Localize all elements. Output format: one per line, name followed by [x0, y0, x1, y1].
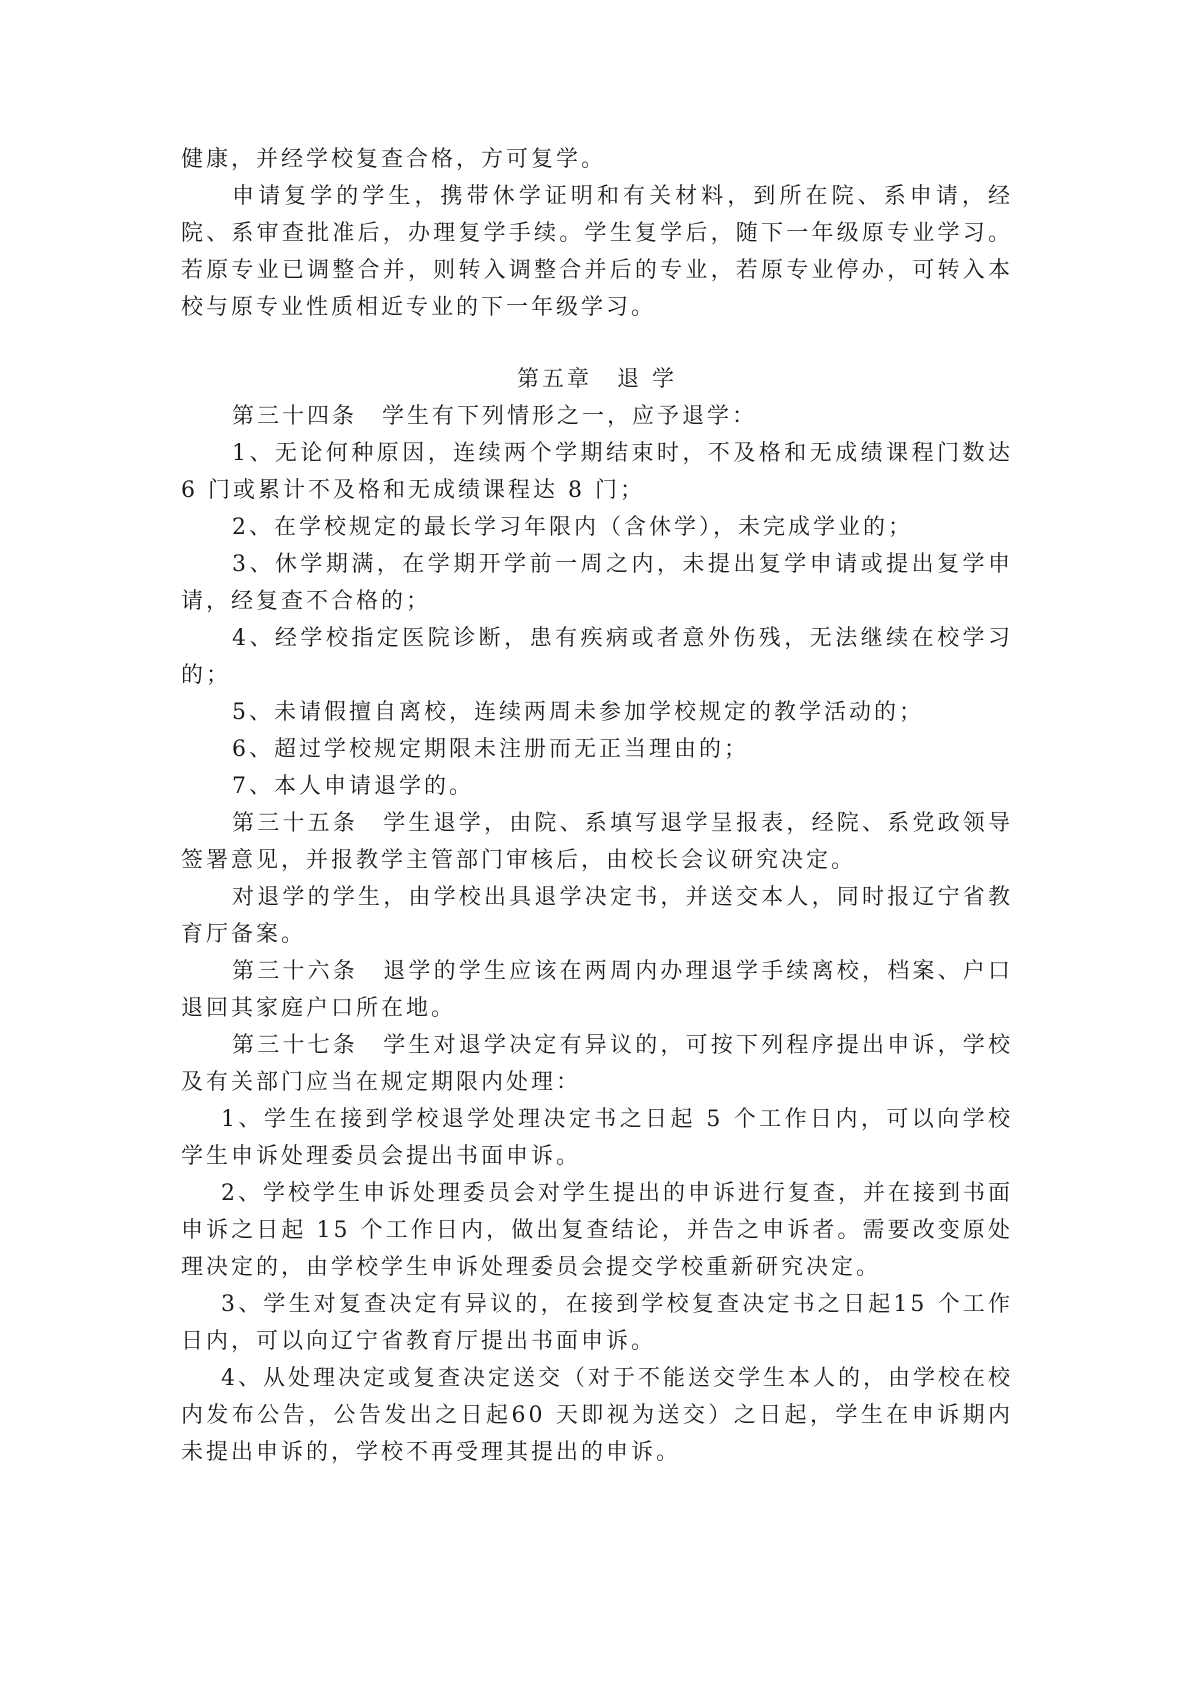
- article-37-item-1: 1、学生在接到学校退学处理决定书之日起 5 个工作日内，可以向学校学生申诉处理委员会提出书面申诉。: [181, 1107, 1013, 1169]
- document-body: [181, 141, 1013, 1471]
- article-34-item-4: 4、经学校指定医院诊断，患有疾病或者意外伤残，无法继续在校学习的；: [181, 626, 1013, 688]
- article-34-item-6: 6、超过学校规定期限未注册而无正当理由的；: [232, 737, 749, 762]
- paragraph-return-procedure: 申请复学的学生，携带休学证明和有关材料，到所在院、系申请，经院、系审查批准后，办理复学手续。学生复学后，随下一年级原专业学习。若原专业已调整合并，则转入调整合并后的专业，若原专业停办，可转入本校与原专业性质相近专业的下一年级学习。: [181, 184, 1013, 320]
- article-34-item-1: 1、无论何种原因，连续两个学期结束时，不及格和无成绩课程门数达 6 门或累计不及格和无成绩课程达 8 门；: [181, 441, 1013, 503]
- article-34-item-3: 3、休学期满，在学期开学前一周之内，未提出复学申请或提出复学申请，经复查不合格的；: [181, 552, 1013, 614]
- article-35-text: 第三十五条 学生退学，由院、系填写退学呈报表，经院、系党政领导签署意见，并报教学主管部门审核后，由校长会议研究决定。: [181, 811, 1013, 873]
- article-37-item-3: 3、学生对复查决定有异议的，在接到学校复查决定书之日起15 个工作日内，可以向辽宁省教育厅提出书面申诉。: [181, 1292, 1013, 1354]
- article-37-item-4: 4、从处理决定或复查决定送交（对于不能送交学生本人的，由学校在校内发布公告，公告发出之日起60 天即视为送交）之日起，学生在申诉期内未提出申诉的，学校不再受理其提出的申诉。: [181, 1366, 1013, 1465]
- chapter-title: 第五章 退 学: [517, 367, 677, 392]
- paragraph-return-health: 健康，并经学校复查合格，方可复学。: [181, 147, 607, 172]
- article-37-heading: 第三十七条 学生对退学决定有异议的，可按下列程序提出申诉，学校及有关部门应当在规定期限内处理：: [181, 1033, 1013, 1095]
- article-37-item-2: 2、学校学生申诉处理委员会对学生提出的申诉进行复查，并在接到书面申诉之日起 15 个工作日内，做出复查结论，并告之申诉者。需要改变原处理决定的，由学校学生申诉处理委员会提交学校重新研究决定。: [181, 1181, 1013, 1280]
- article-34-item-7: 7、本人申请退学的。: [232, 774, 474, 799]
- article-34-item-2: 2、在学校规定的最长学习年限内（含休学），未完成学业的；: [232, 515, 913, 540]
- article-35-follow: 对退学的学生，由学校出具退学决定书，并送交本人，同时报辽宁省教育厅备案。: [181, 885, 1013, 947]
- article-36-text: 第三十六条 退学的学生应该在两周内办理退学手续离校，档案、户口退回其家庭户口所在地。: [181, 959, 1013, 1021]
- article-34-item-5: 5、未请假擅自离校，连续两周未参加学校规定的教学活动的；: [232, 700, 924, 725]
- article-34-heading: 第三十四条 学生有下列情形之一，应予退学：: [232, 404, 758, 429]
